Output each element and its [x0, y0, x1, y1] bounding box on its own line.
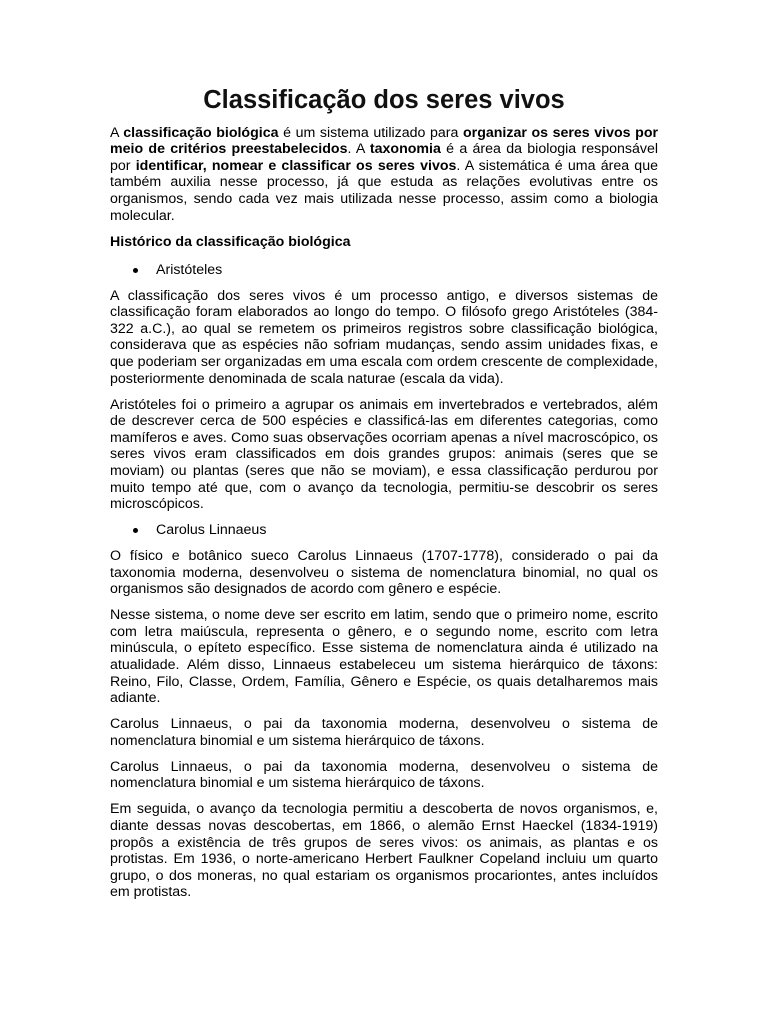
body-paragraph: Em seguida, o avanço da tecnologia permitiu a descoberta de novos organismos, e, diante dessas novas descobertas, em 1866, o alemão Ernst Haeckel (1834-1919) propôs a existência de três grupos de seres vivos: os animais, as plantas e os protistas. Em 1936, o norte-americano Herbert Faulkner Copeland incluiu um quarto grupo, o dos moneras, no qual estariam os organismos procariontes, antes incluídos em protistas.: [110, 801, 658, 901]
bullet-item-aristoteles: [110, 262, 658, 279]
intro-text: A: [110, 124, 124, 141]
body-paragraph: O físico e botânico sueco Carolus Linnaeus (1707-1778), considerado o pai da taxonomia moderna, desenvolveu o sistema de nomenclatura binomial, no qual os organismos são designados de acordo com gênero e espécie.: [110, 548, 658, 598]
page-title: Classificação dos seres vivos: [203, 86, 565, 114]
body-paragraph: Carolus Linnaeus, o pai da taxonomia moderna, desenvolveu o sistema de nomenclatura binomial e um sistema hierárquico de táxons.: [110, 716, 658, 749]
intro-text: é a área da biologia responsável por: [110, 141, 658, 174]
bullet-item-linnaeus: [110, 522, 658, 539]
bullet-marker: [133, 528, 138, 533]
bullet-marker: [133, 268, 138, 273]
intro-text: . A: [347, 141, 370, 158]
intro-emphasis: classificação biológica: [123, 124, 279, 141]
intro-emphasis: organizar os seres vivos por meio de critérios preestabelecidos: [110, 124, 659, 158]
intro-emphasis: identificar, nomear e classificar os seres vivos: [135, 157, 457, 174]
document-body: [110, 85, 658, 910]
section-heading: Histórico da classificação biológica: [110, 233, 351, 250]
body-paragraph: Nesse sistema, o nome deve ser escrito em latim, sendo que o primeiro nome, escrito com letra maiúscula, representa o gênero, e o segundo nome, escrito com letra minúscula, o epíteto específico. Esse sistema de nomenclatura ainda é utilizado na atualidade. Além disso, Linnaeus estabeleceu um sistema hierárquico de táxons: Reino, Filo, Classe, Ordem, Família, Gênero e Espécie, os quais detalharemos mais adiante.: [110, 607, 658, 707]
intro-text: . A sistemática é uma área que também auxilia nesse processo, já que estuda as relações evolutivas entre os organismos, sendo cada vez mais utilizada nesse processo, assim como a biologia molecular.: [110, 157, 658, 224]
bullet-label: Aristóteles: [156, 261, 223, 278]
body-paragraph: Carolus Linnaeus, o pai da taxonomia moderna, desenvolveu o sistema de nomenclatura binomial e um sistema hierárquico de táxons.: [110, 758, 658, 792]
bullet-label: Carolus Linnaeus: [156, 522, 267, 539]
body-paragraph: A classificação dos seres vivos é um processo antigo, e diversos sistemas de classificação foram elaborados ao longo do tempo. O filósofo grego Aristóteles (384-322 a.C.), ao qual se remetem os primeiros registros sobre classificação biológica, considerava que as espécies não sofriam mudanças, sendo assim unidades fixas, e que poderiam ser organizadas em uma escala com ordem crescente de complexidade, posteriormente denominada de scala naturae (escala da vida).: [110, 287, 658, 387]
body-paragraph: Aristóteles foi o primeiro a agrupar os animais em invertebrados e vertebrados, além de descrever cerca de 500 espécies e classificá-las em diferentes categorias, como mamíferos e aves. Como suas observações ocorriam apenas a nível macroscópico, os seres vivos eram classificados em dois grandes grupos: animais (seres que se moviam) ou plantas (seres que não se moviam), e essa classificação perdurou por muito tempo até que, com o avanço da tecnologia, permitiu-se descobrir os seres microscópicos.: [110, 396, 658, 513]
intro-text: é um sistema utilizado para: [278, 124, 463, 141]
intro-paragraph: [110, 125, 658, 225]
intro-emphasis: taxonomia: [369, 141, 441, 158]
